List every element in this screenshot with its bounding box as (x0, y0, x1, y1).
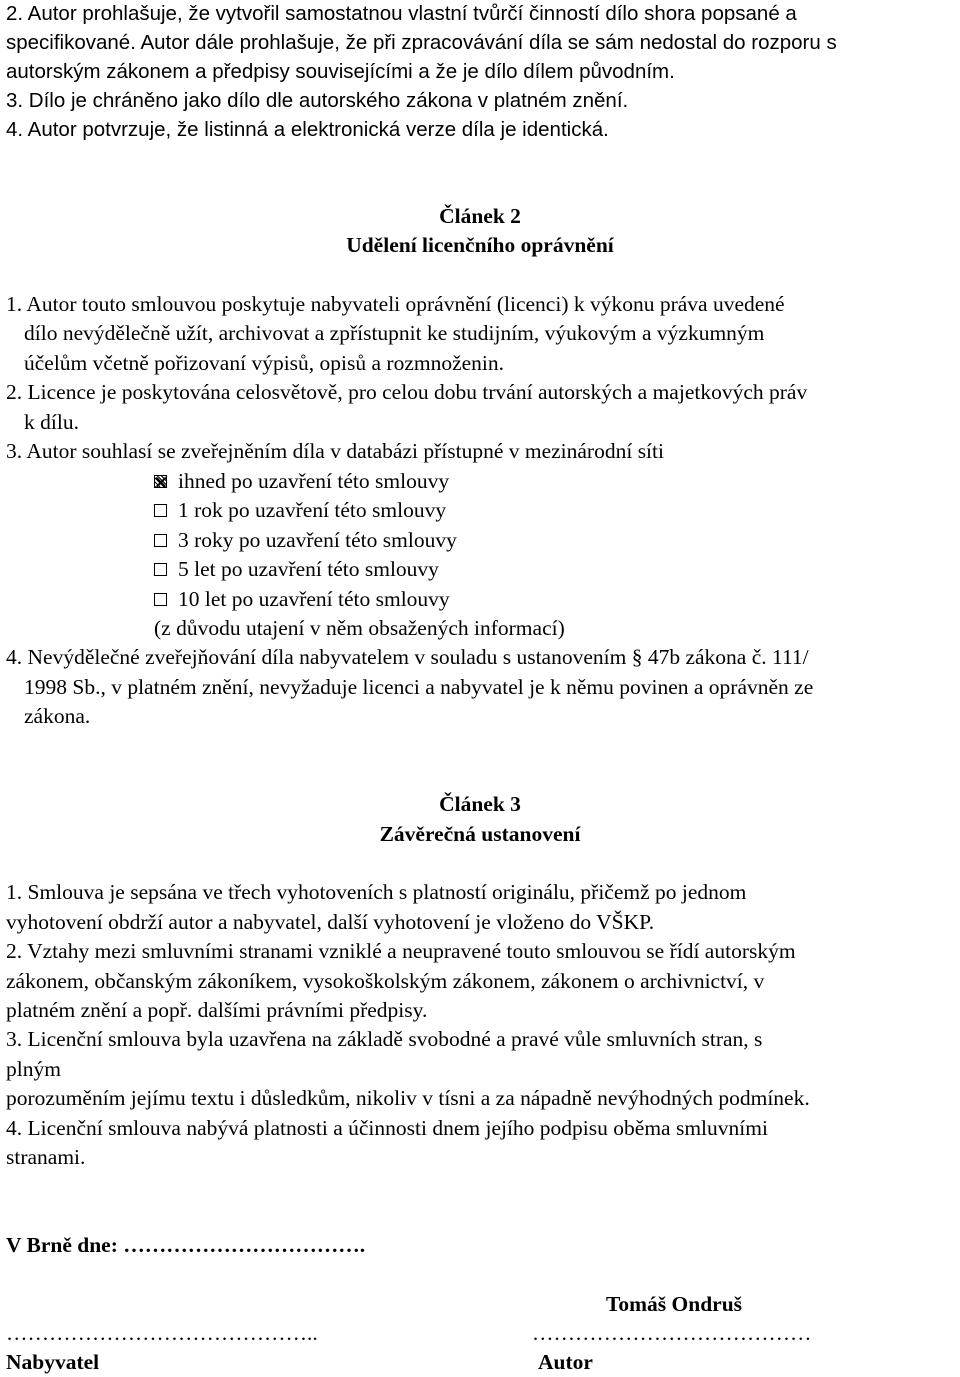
place-date-field[interactable]: V Brně dne: ……………………………. (6, 1233, 366, 1257)
paragraph-line: dílo nevýdělečně užít, archivovat a zpřístupnit ke studijním, výukovým a výzkumným (24, 321, 765, 345)
paragraph-line: 4. Licenční smlouva nabývá platnosti a účinnosti dnem jejího podpisu oběma smluvními (6, 1116, 768, 1140)
paragraph-line: k dílu. (24, 410, 79, 434)
article-title: Udělení licenčního oprávnění (346, 233, 614, 257)
option-label: 5 let po uzavření této smlouvy (178, 557, 439, 581)
paragraph-line: zákonem, občanským zákoníkem, vysokoškolským zákonem, zákonem o archivnictví, v (6, 969, 765, 993)
author-name: Tomáš Ondruš (606, 1292, 743, 1316)
checkbox-icon[interactable] (154, 563, 167, 576)
intro-line: 4. Autor potvrzuje, že listinná a elektronická verze díla je identická. (6, 118, 609, 141)
intro-line: 2. Autor prohlašuje, že vytvořil samostatnou vlastní tvůrčí činností dílo shora popsané a (6, 2, 797, 25)
intro-line: autorským zákonem a předpisy souvisejícími a že je dílo dílem původním. (6, 60, 675, 83)
paragraph-line: účelům včetně pořizovaní výpisů, opisů a rozmnoženin. (24, 351, 505, 375)
paragraph-line: 1998 Sb., v platném znění, nevyžaduje licenci a nabyvatel je k němu povinen a oprávněn ze (24, 675, 814, 699)
option-label: 1 rok po uzavření této smlouvy (178, 498, 447, 522)
paragraph-line: plným (6, 1057, 61, 1081)
option-label: 3 roky po uzavření této smlouvy (178, 528, 457, 552)
paragraph-line: zákona. (24, 704, 91, 728)
intro-line: specifikované. Autor dále prohlašuje, že při zpracovávání díla se sám nedostal do rozporu s (6, 31, 837, 54)
option-label: ihned po uzavření této smlouvy (178, 469, 450, 493)
option-1-year[interactable] (154, 496, 446, 525)
signature-line-left[interactable]: …………………………………….. (6, 1321, 318, 1345)
paragraph-line: platném znění a popř. dalšími právními předpisy. (6, 998, 428, 1022)
paragraph-line: 2. Vztahy mezi smluvními stranami vzniklé a neupravené touto smlouvou se řídí autorským (6, 939, 796, 963)
paragraph-line: 2. Licence je poskytována celosvětově, pro celou dobu trvání autorských a majetkových práv (6, 380, 808, 404)
article-title: Závěrečná ustanovení (379, 822, 581, 846)
paragraph-line: 1. Smlouva je sepsána ve třech vyhotoveních s platností originálu, přičemž po jednom (6, 880, 747, 904)
checked-checkbox-icon[interactable] (154, 475, 167, 488)
signature-line-right[interactable]: ………………………………… (532, 1321, 812, 1345)
role-label-right: Autor (538, 1350, 593, 1374)
checkbox-icon[interactable] (154, 534, 167, 547)
paragraph-line: stranami. (6, 1145, 86, 1169)
option-label: 10 let po uzavření této smlouvy (178, 587, 450, 611)
role-label-left: Nabyvatel (6, 1350, 100, 1374)
paragraph-line: 3. Licenční smlouva byla uzavřena na základě svobodné a pravé vůle smluvních stran, s (6, 1027, 763, 1051)
checkbox-icon[interactable] (154, 593, 167, 606)
paragraph-line: 3. Autor souhlasí se zveřejněním díla v databázi přístupné v mezinárodní síti (6, 439, 664, 463)
option-immediately[interactable] (154, 467, 449, 496)
paragraph-line: vyhotovení obdrží autor a nabyvatel, další vyhotovení je vloženo do VŠKP. (6, 910, 655, 934)
option-3-years[interactable] (154, 526, 457, 555)
paragraph-line: 1. Autor touto smlouvou poskytuje nabyvateli oprávnění (licenci) k výkonu práva uvedené (6, 292, 785, 316)
option-5-years[interactable] (154, 555, 439, 584)
option-10-years[interactable] (154, 585, 450, 614)
intro-line: 3. Dílo je chráněno jako dílo dle autorského zákona v platném znění. (6, 89, 629, 112)
paragraph-line: 4. Nevýdělečné zveřejňování díla nabyvatelem v souladu s ustanovením § 47b zákona č. 111/ (6, 645, 809, 669)
article-number: Článek 2 (439, 204, 521, 228)
paragraph-line: porozuměním jejímu textu i důsledkům, nikoliv v tísni a za nápadně nevýhodných podmínek. (6, 1086, 810, 1110)
article-number: Článek 3 (439, 792, 521, 816)
options-note: (z důvodu utajení v něm obsažených informací) (154, 616, 565, 640)
checkbox-icon[interactable] (154, 504, 167, 517)
